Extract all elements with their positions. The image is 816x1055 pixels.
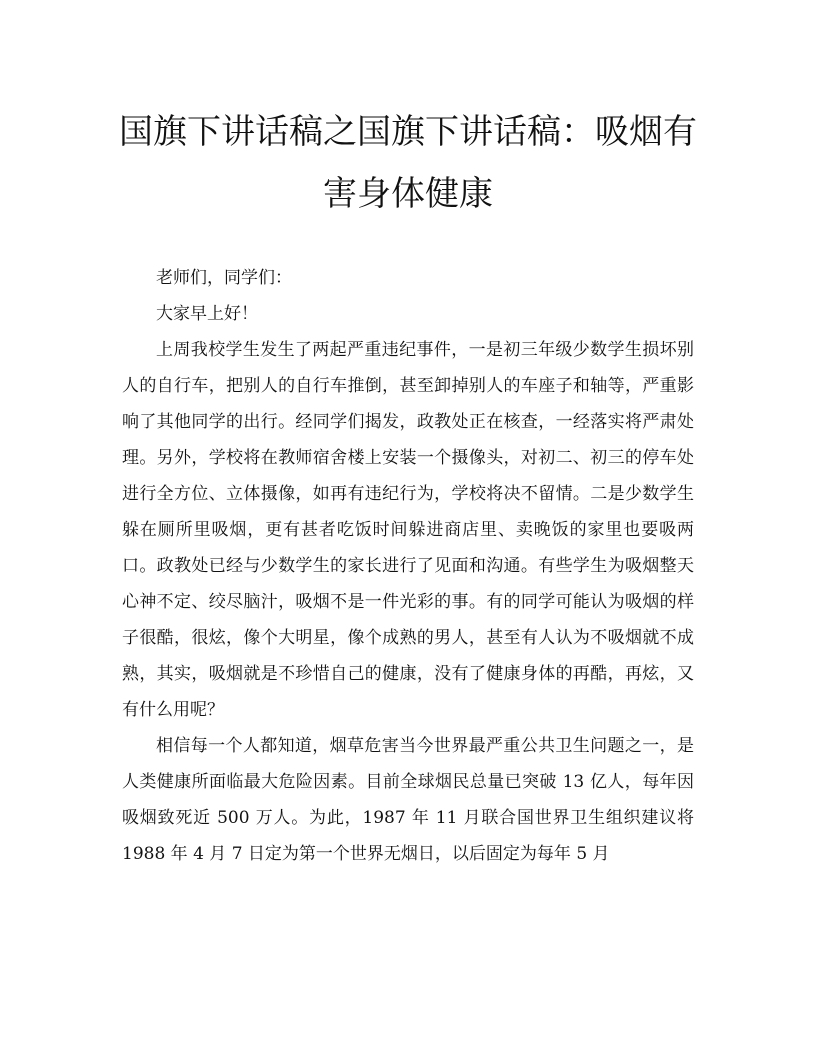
salutation: 大家早上好！ (156, 304, 258, 324)
greeting: 老师们，同学们： (156, 268, 292, 288)
document-title-line-2: 害身体健康 (323, 174, 493, 214)
paragraph-2: 相信每一个人都知道，烟草危害当今世界最严重公共卫生问题之一，是人类健康所面临最大危险因素。目前全球烟民总量已突破 13 亿人，每年因吸烟致死近 500 万人。为此，1987 年 11 月联合国世界卫生组织建议将 1988 年 4 月 7 日定为第一个世界无烟日，以后固定为每年 5 月 (122, 736, 694, 864)
paragraph-1: 上周我校学生发生了两起严重违纪事件，一是初三年级少数学生损坏别人的自行车，把别人的自行车推倒，甚至卸掉别人的车座子和轴等，严重影响了其他同学的出行。经同学们揭发，政教处正在核查，一经落实将严肃处理。另外，学校将在教师宿舍楼上安装一个摄像头，对初二、初三的停车处进行全方位、立体摄像，如再有违纪行为，学校将决不留情。二是少数学生躲在厕所里吸烟，更有甚者吃饭时间躲进商店里、卖晚饭的家里也要吸两口。政教处已经与少数学生的家长进行了见面和沟通。有些学生为吸烟整天心神不定、绞尽脑汁，吸烟不是一件光彩的事。有的同学可能认为吸烟的样子很酷，很炫，像个大明星，像个成熟的男人，甚至有人认为不吸烟就不成熟，其实，吸烟就是不珍惜自己的健康，没有了健康身体的再酷，再炫，又有什么用呢？ (122, 340, 694, 720)
document-body (122, 260, 694, 872)
document-title-line-1: 国旗下讲话稿之国旗下讲话稿：吸烟有 (119, 112, 697, 152)
